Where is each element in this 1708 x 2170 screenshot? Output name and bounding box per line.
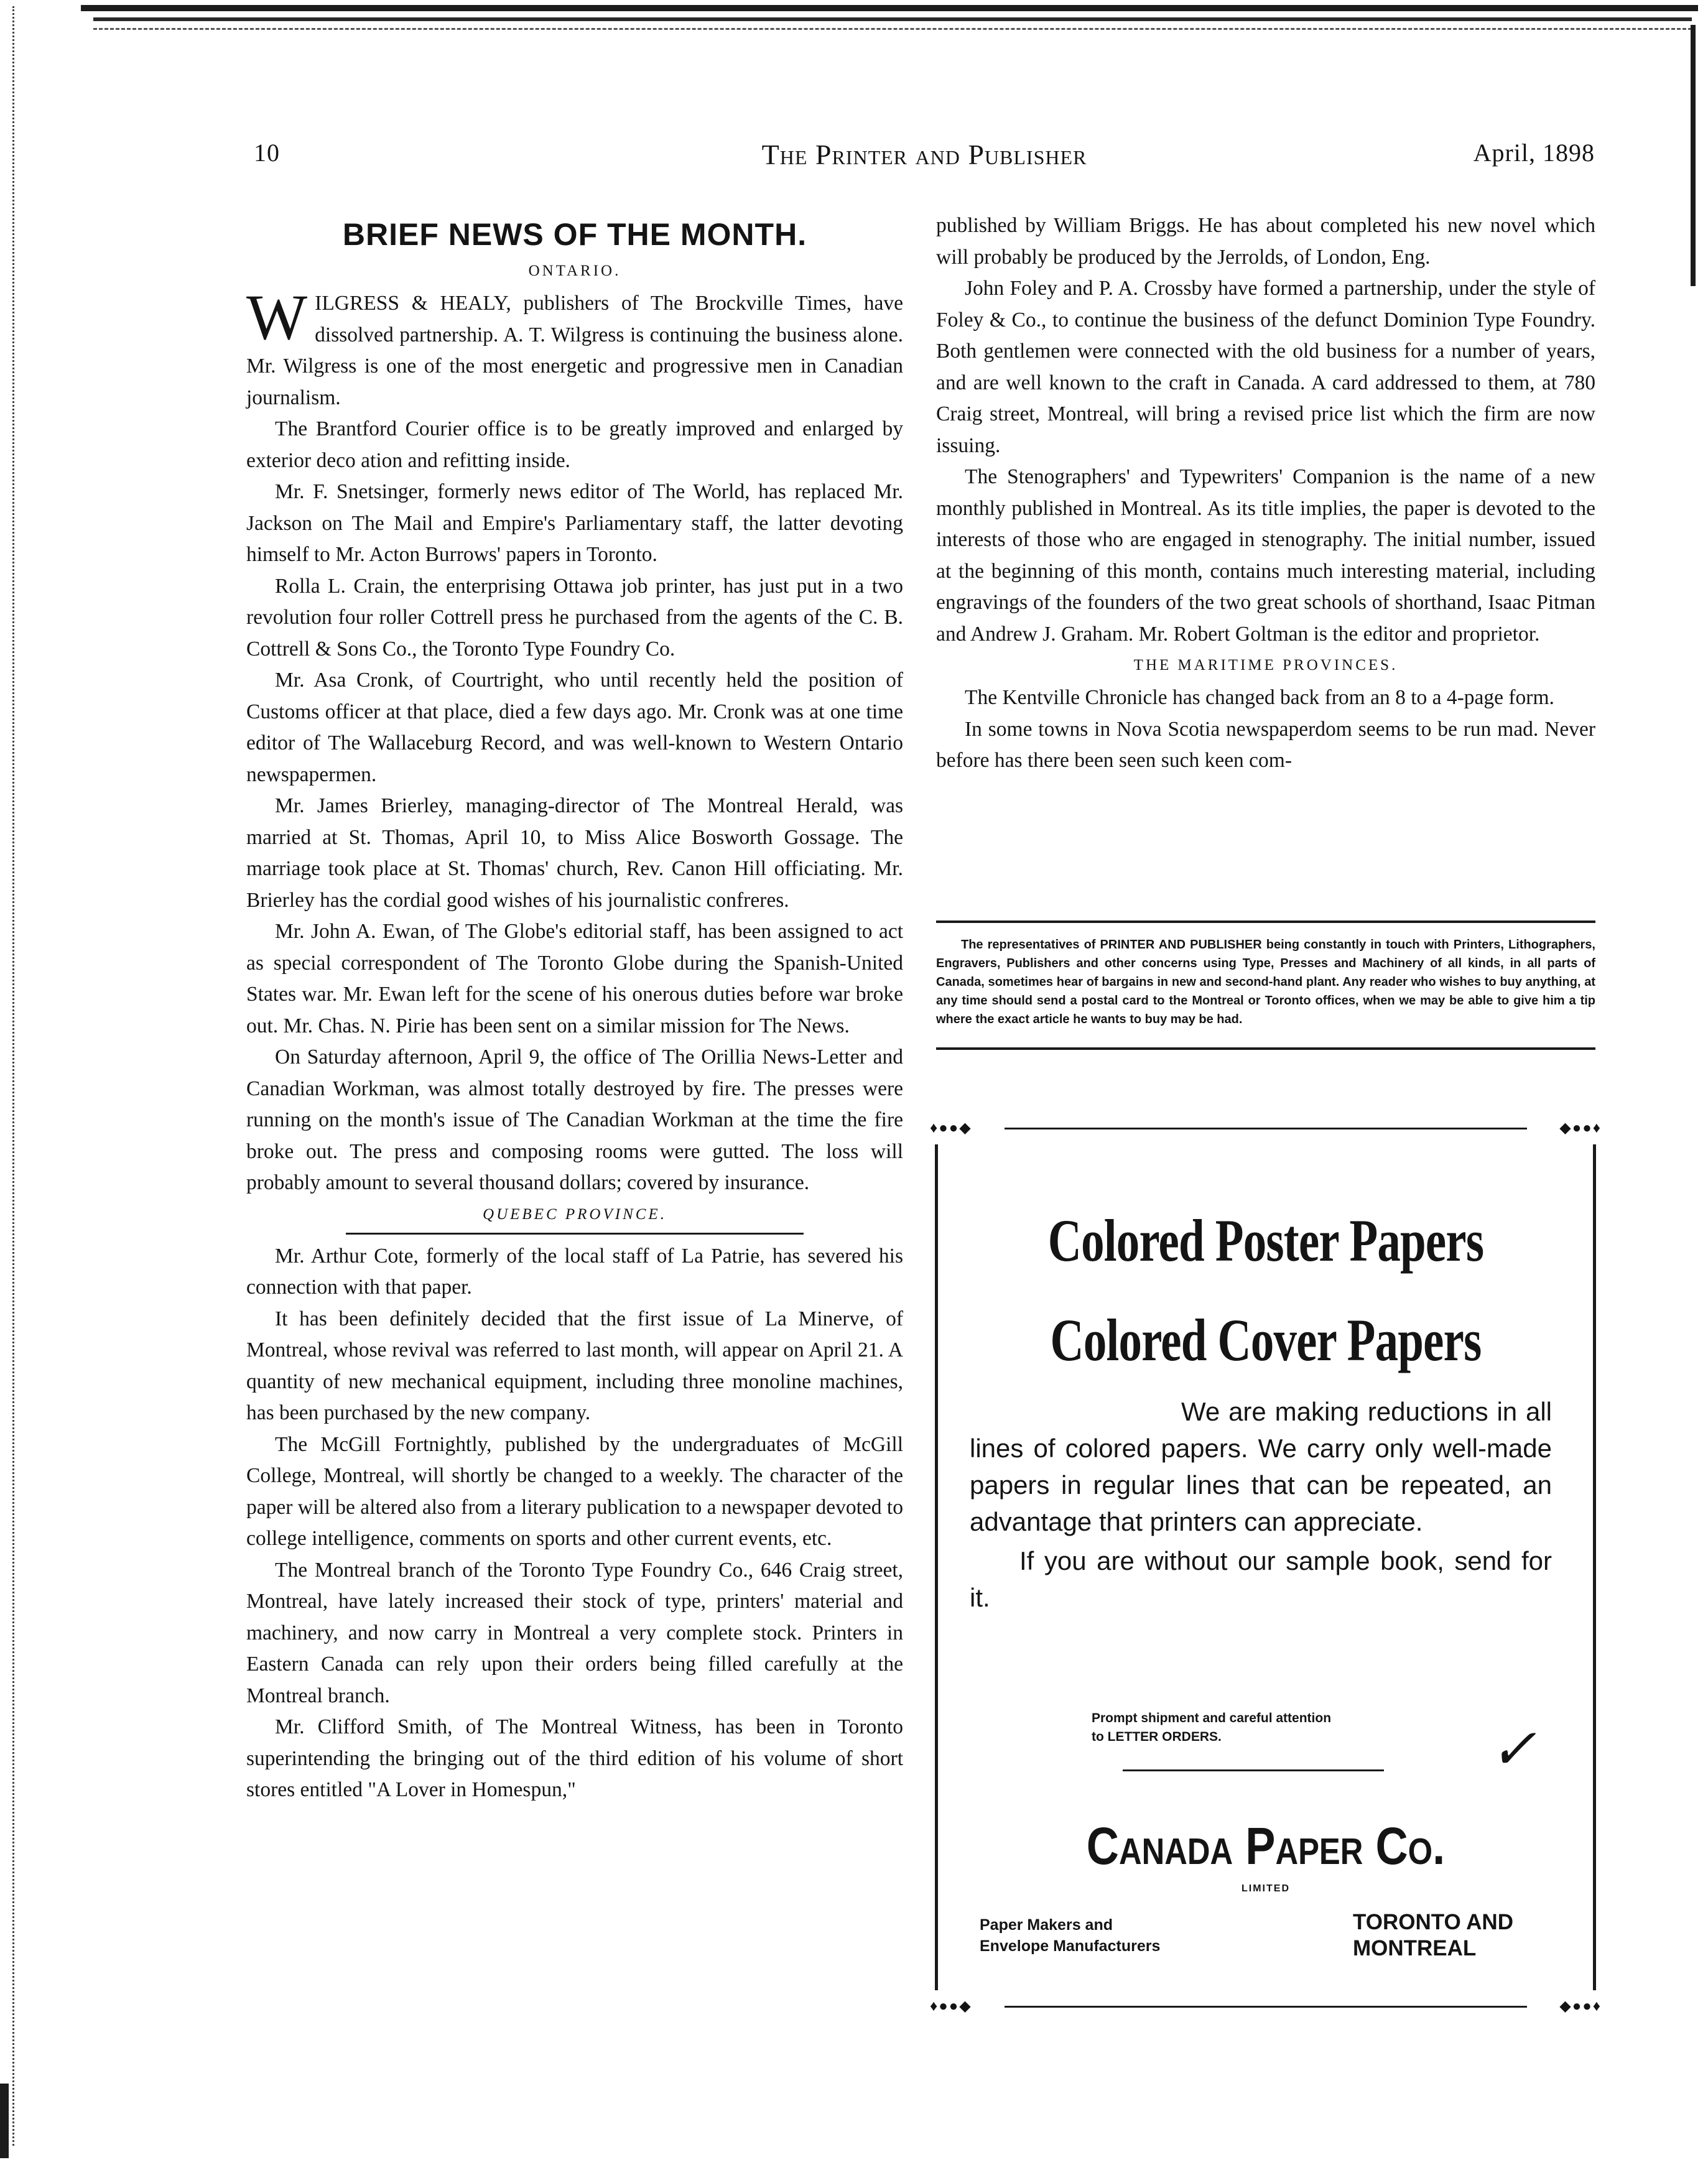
- news-paragraph: Mr. James Brierley, managing-director of The Montreal Herald, was married at St. Thomas, April 10, to Miss Alice Bosworth Gossage. The marriage took place at St. Thomas' church, Rev. Canon Hill officiating. Mr. Brierley has the cordial good wishes of his journalistic confreres.: [246, 794, 903, 912]
- ad-border-bottom: [930, 1998, 1602, 2015]
- ornament-icon: ◆●●♦: [1559, 1120, 1602, 1136]
- ad-shipment-line: to LETTER ORDERS.: [1092, 1730, 1222, 1744]
- ad-body-paragraph: If you are without our sample book, send for it.: [970, 1546, 1552, 1612]
- ornament-icon: ♦●●◆: [930, 1998, 972, 2015]
- news-paragraph: The Montreal branch of the Toronto Type Foundry Co., 646 Craig street, Montreal, have lately increased their stock of type, printers' material and machinery, and now carry in Montreal a very complete stock. Printers in Eastern Canada can rely upon their orders being filled carefully at the Montreal branch.: [246, 1558, 903, 1707]
- news-paragraph: John Foley and P. A. Crossby have formed a partnership, under the style of Foley & Co., to continue the business of the defunct Dominion Type Foundry. Both gentlemen were connected with the old business for a number of years, and are well known to the craft in Canada. A card addressed to them, at 780 Craig street, Montreal, will bring a revised price list which the firm are now issuing.: [936, 277, 1595, 457]
- issue-date: April, 1898: [1473, 139, 1595, 167]
- scan-edge-top-dashed: [93, 17, 1692, 30]
- checkmark-icon: ✓: [1490, 1719, 1537, 1781]
- section-maritime: THE MARITIME PROVINCES.: [1133, 657, 1398, 674]
- lead-paragraph: [246, 282, 903, 414]
- news-paragraph: Mr. Arthur Cote, formerly of the local staff of La Patrie, has severed his connection with that paper.: [246, 1244, 903, 1299]
- section-ontario: ONTARIO.: [528, 262, 621, 279]
- ad-company-name: Canada Paper Co.: [1086, 1817, 1446, 1875]
- ad-rule-line: [1005, 1128, 1527, 1129]
- scan-edge-right: [1691, 25, 1696, 286]
- news-paragraph: Mr. John A. Ewan, of The Globe's editorial staff, has been assigned to act as special correspondent of The Toronto Globe during the Spanish-United States war. Mr. Ewan left for the scene of his onerous duties before war broke out. Mr. Chas. N. Pirie has been sent on a similar mission for The News.: [246, 920, 903, 1037]
- news-paragraph: On Saturday afternoon, April 9, the office of The Orillia News-Letter and Canadian Workman, was almost totally destroyed by fire. The presses were running on the month's issue of The Canadian Workman at the time the fire broke out. The press and composing rooms were gutted. The loss will probably amount to several thousand dollars; covered by insurance.: [246, 1046, 903, 1194]
- ad-body-paragraph: We are making reductions in all lines of colored papers. We carry only well-made papers in regular lines that can be repeated, an advantage that printers can appreciate.: [970, 1397, 1552, 1536]
- news-paragraph: It has been definitely decided that the first issue of La Minerve, of Montreal, whose revival was referred to last month, will appear on April 21. A quantity of new mechanical equipment, including three monoline machines, has been purchased by the new company.: [246, 1307, 903, 1424]
- news-paragraph: Rolla L. Crain, the enterprising Ottawa job printer, has just put in a two revolution four roller Cottrell press he purchased from the agents of the C. B. Cottrell & Sons Co., the Toronto Type Foundry Co.: [246, 574, 903, 661]
- scan-edge-left: [12, 6, 16, 2146]
- news-paragraph: In some towns in Nova Scotia newspaperdom seems to be run mad. Never before has there been seen such keen com-: [936, 717, 1595, 772]
- ad-divider: [1123, 1769, 1384, 1771]
- ad-limited: LIMITED: [1242, 1883, 1290, 1894]
- ad-makers-line: Envelope Manufacturers: [980, 1937, 1161, 1955]
- section-quebec: QUEBEC PROVINCE.: [483, 1205, 667, 1223]
- representatives-notice: The representatives of PRINTER AND PUBLISHER being constantly in touch with Printers, Lithographers, Engravers, Publishers and other concerns using Type, Presses and Machinery of all kinds, in all parts of Canada, sometimes hear of bargains in new and second-hand plant. Any reader who wishes to buy anything, at any time should send a postal card to the Montreal or Toronto offices, when we may be able to give him a tip where the exact article he wants to buy may be had.: [936, 920, 1595, 1050]
- ad-shipment-line: Prompt shipment and careful attention: [1092, 1711, 1332, 1725]
- ad-rule-line: [1005, 2006, 1527, 2008]
- ornament-icon: ♦●●◆: [930, 1120, 972, 1136]
- ad-border-top: [930, 1120, 1602, 1137]
- news-paragraph: The Brantford Courier office is to be greatly improved and enlarged by exterior deco ation and refitting inside.: [246, 417, 903, 472]
- lead-paragraph-text: ILGRESS & HEALY, publishers of The Brockville Times, have dissolved partnership. A. T. Wilgress is continuing the business alone. Mr. Wilgress is one of the most energetic and progressive men in Canadian journalism.: [246, 292, 903, 409]
- advertisement-canada-paper: [930, 1120, 1602, 2015]
- running-head: [254, 138, 1595, 175]
- news-paragraph: The Kentville Chronicle has changed back from an 8 to a 4-page form.: [965, 686, 1554, 709]
- news-paragraph: The McGill Fortnightly, published by the undergraduates of McGill College, Montreal, will shortly be changed to a weekly. The character of the paper will be altered also from a literary publication to a newspaper devoted to college intelligence, comments on sports and other current events, etc.: [246, 1432, 903, 1550]
- drop-cap: W: [246, 282, 308, 353]
- ad-body: [970, 1393, 1552, 1616]
- news-paragraph: Mr. Clifford Smith, of The Montreal Witness, has been in Toronto superintending the bringing out of the third edition of his volume of short stores entitled "A Lover in Homespun,": [246, 1715, 903, 1801]
- ad-makers-line: Paper Makers and: [980, 1916, 1113, 1934]
- ad-border-left: [935, 1144, 938, 1990]
- page-number: 10: [254, 139, 280, 167]
- news-paragraph: Mr. F. Snetsinger, formerly news editor of The World, has replaced Mr. Jackson on The Mail and Empire's Parliamentary staff, the latter devoting himself to Mr. Acton Burrows' papers in Toronto.: [246, 480, 903, 566]
- ad-makers: [980, 1914, 1266, 1957]
- ad-headline-poster: Colored Poster Papers: [1047, 1207, 1484, 1274]
- left-column: [246, 215, 903, 1806]
- scan-edge-top: [81, 5, 1698, 11]
- section-rule: [346, 1233, 804, 1235]
- news-paragraph: Mr. Asa Cronk, of Courtright, who until recently held the position of Customs officer at that place, died a few days ago. Mr. Cronk was at one time editor of The Wallaceburg Record, and was well-known to Western Ontario newspapermen.: [246, 669, 903, 786]
- ad-city-line: TORONTO AND: [1353, 1910, 1513, 1934]
- ad-border-right: [1593, 1144, 1596, 1990]
- right-column: [936, 210, 1595, 777]
- ad-shipment-note: [1092, 1709, 1440, 1746]
- ad-cities: [1353, 1909, 1564, 1962]
- news-paragraph: The Stenographers' and Typewriters' Companion is the name of a new monthly published in Montreal. As its title implies, the paper is devoted to the interests of those who are engaged in stenography. The initial number, issued at the beginning of this month, contains much interesting material, including engravings of the founders of the two great schools of shorthand, Isaac Pitman and Andrew J. Graham. Mr. Robert Goltman is the editor and proprietor.: [936, 465, 1595, 646]
- headline: BRIEF NEWS OF THE MONTH.: [342, 217, 807, 252]
- publication-title: The Printer and Publisher: [761, 139, 1087, 170]
- ornament-icon: ◆●●♦: [1559, 1998, 1602, 2015]
- ad-city-line: MONTREAL: [1353, 1936, 1477, 1960]
- continued-paragraph: published by William Briggs. He has about completed his new novel which will probably be produced by the Jerrolds, of London, Eng.: [936, 214, 1595, 269]
- ad-headline-cover: Colored Cover Papers: [1050, 1307, 1482, 1373]
- scan-edge-bottom-left: [0, 2084, 9, 2158]
